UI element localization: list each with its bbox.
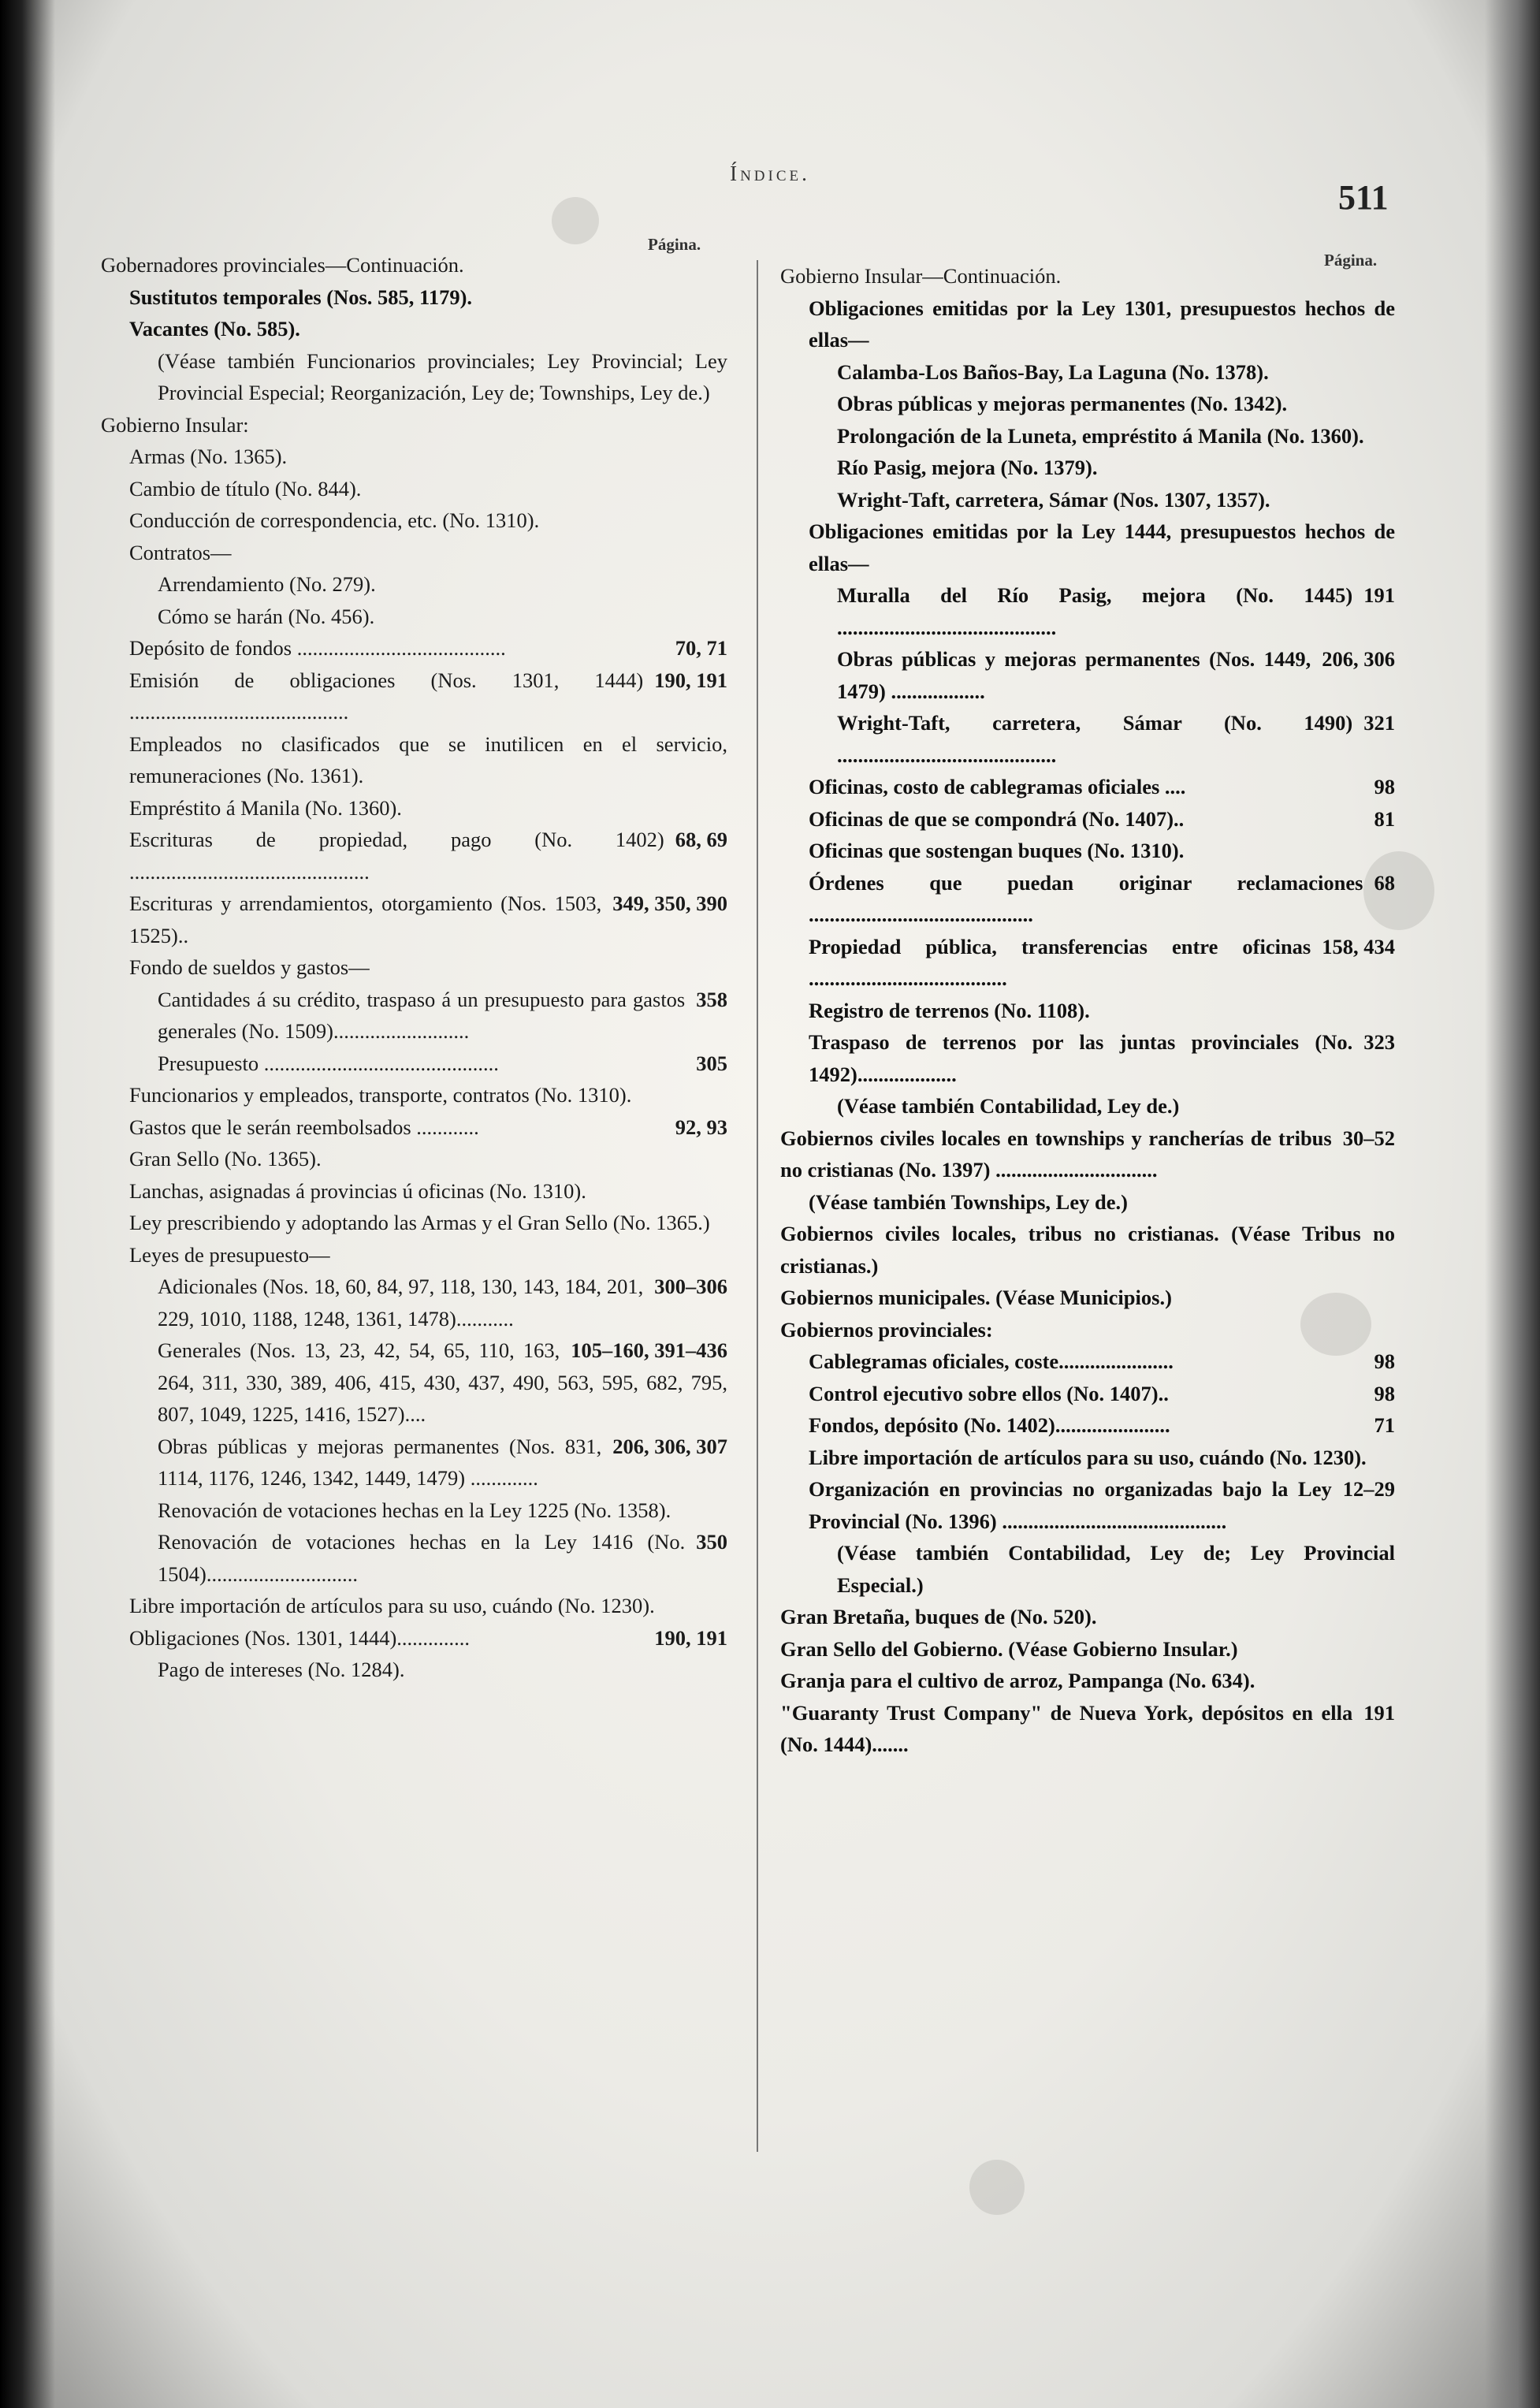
index-entry [101,345,727,409]
entry-text: (Véase también Contabilidad, Ley de; Ley Provincial Especial.) [837,1541,1395,1597]
entry-text: Sustitutos temporales (Nos. 585, 1179). [129,285,473,309]
entry-text: Registro de terrenos (No. 1108). [809,998,1090,1022]
entry-text: Obras públicas y mejoras permanentes (Nos. 831, 1114, 1176, 1246, 1342, 1449, 1479) ............. [158,1434,602,1490]
entry-text: "Guaranty Trust Company" de Nueva York, depósitos en ella (No. 1444)....... [780,1700,1353,1756]
index-entry [101,888,727,951]
index-entry [101,728,727,792]
smudge-mark [969,2160,1025,2215]
entry-text: Gobiernos municipales. (Véase Municipios.) [780,1286,1172,1309]
page-reference: 68, 69 [675,828,727,851]
page-reference: 98 [1374,775,1395,798]
index-entry [101,951,727,984]
index-entry [101,1334,727,1431]
index-entry [780,515,1395,579]
entry-text: Gobierno Insular: [101,412,249,437]
entry-text: Generales (Nos. 13, 23, 42, 54, 65, 110, 163, 264, 311, 330, 389, 406, 415, 430, 437, 490, 563, 595, 682, 795, 807, 1049, 1225, 1416, 1527).... [158,1338,727,1426]
entry-text: (Véase también Townships, Ley de.) [809,1189,1128,1214]
index-entry [780,1218,1395,1282]
index-entry [780,1665,1395,1697]
entry-text: Granja para el cultivo de arroz, Pampanga (No. 634). [780,1669,1255,1692]
index-entry [780,1473,1395,1537]
entry-text: Obras públicas y mejoras permanentes (Nos. 1449, 1479) .................. [837,647,1311,703]
entry-text: Armas (No. 1365). [129,445,288,468]
entry-text: Organización en provincias no organizadas bajo la Ley Provincial (No. 1396) ........................................... [809,1477,1332,1533]
page-reference: 323 [1363,1030,1395,1054]
entry-text: Cambio de título (No. 844). [129,476,362,501]
index-entry [101,1239,727,1271]
index-entry [780,484,1395,516]
entry-text: (Véase también Contabilidad, Ley de.) [837,1094,1180,1118]
entry-text: Gastos que le serán reembolsados ............ [129,1115,479,1139]
entry-text: Cablegramas oficiales, coste...................... [809,1349,1174,1373]
entry-text: Presupuesto ............................................. [158,1051,499,1075]
index-entry [780,260,1395,292]
index-entry [101,1111,727,1144]
page-reference: 190, 191 [654,668,727,692]
index-entry [780,1122,1395,1186]
entry-text: Contratos— [129,540,232,564]
index-entry [780,292,1395,356]
entry-text: Gobierno Insular—Continuación. [780,264,1062,288]
page-reference: 358 [696,987,727,1011]
index-entry [780,1601,1395,1633]
entry-text: Depósito de fondos ........................................ [129,636,506,660]
entry-text: Conducción de correspondencia, etc. (No. 1310). [129,508,540,532]
index-entry [780,1378,1395,1410]
entry-text: (Véase también Funcionarios provinciales; Ley Provincial; Ley Provincial Especial; Reorganización, Ley de; Townships, Ley de.) [158,348,727,404]
page-reference: 350 [696,1530,727,1554]
page-reference: 92, 93 [675,1115,727,1139]
entry-text: Gran Bretaña, buques de (No. 520). [780,1605,1097,1628]
page-reference: 191 [1363,583,1395,607]
page-edge-right [1485,0,1540,2408]
index-entry [780,835,1395,867]
page-reference: 71 [1374,1413,1395,1437]
running-head: Índice. [730,162,810,185]
index-entry [780,579,1395,643]
index-entry [780,1409,1395,1442]
index-entry [101,984,727,1048]
page-reference: 30–52 [1342,1126,1395,1150]
index-entry [780,1026,1395,1090]
page-reference: 12–29 [1342,1477,1395,1501]
index-entry [780,995,1395,1027]
entry-text: Traspaso de terrenos por las juntas provinciales (No. 1492)................... [809,1030,1353,1086]
index-entry [101,632,727,664]
index-entry [780,388,1395,420]
entry-text: Gran Sello (No. 1365). [129,1147,322,1171]
page-number: 511 [1338,178,1389,217]
entry-text: Vacantes (No. 585). [129,317,300,341]
index-entry [101,1526,727,1590]
entry-text: Wright-Taft, carretera, Sámar (No. 1490) .......................................... [837,711,1353,767]
entry-text: Renovación de votaciones hechas en la Ley 1416 (No. 1504)............................. [158,1530,686,1586]
index-entry [780,1633,1395,1666]
index-entry [101,601,727,633]
index-entry [101,1143,727,1175]
index-entry [780,771,1395,803]
page-reference: 191 [1363,1700,1395,1725]
index-entry [101,792,727,824]
entry-text: Oficinas de que se compondrá (No. 1407).. [809,806,1185,831]
index-entry [101,824,727,888]
index-entry [101,504,727,537]
page-reference: 68 [1374,870,1395,895]
index-entry [780,1442,1395,1474]
entry-text: Pago de intereses (No. 1284). [158,1658,405,1681]
smudge-mark [552,197,599,244]
entry-text: Gobiernos civiles locales, tribus no cristianas. (Véase Tribus no cristianas.) [780,1222,1395,1278]
entry-text: Gobiernos provinciales: [780,1317,993,1342]
entry-text: Muralla del Río Pasig, mejora (No. 1445) .......................................... [837,583,1353,639]
entry-text: Obligaciones (Nos. 1301, 1444).............. [129,1625,471,1650]
entry-text: Cómo se harán (No. 456). [158,604,375,628]
index-entry [780,867,1395,931]
entry-text: Fondos, depósito (No. 1402)...................... [809,1413,1170,1437]
entry-text: Oficinas que sostengan buques (No. 1310). [809,839,1185,862]
page-reference: 98 [1374,1349,1395,1373]
entry-text: Obras públicas y mejoras permanentes (No. 1342). [837,392,1288,415]
entry-text: Cantidades á su crédito, traspaso á un presupuesto para gastos generales (No. 1509).......................... [158,987,686,1043]
entry-text: Escrituras y arrendamientos, otorgamiento (Nos. 1503, 1525).. [129,891,602,947]
index-entry [101,249,727,281]
entry-text: Prolongación de la Luneta, empréstito á Manila (No. 1360). [837,423,1364,448]
entry-text: Renovación de votaciones hechas en la Ley 1225 (No. 1358). [158,1498,671,1522]
entry-text: Gobiernos civiles locales en townships y rancherías de tribus no cristianas (No. 1397) ............................... [780,1126,1332,1182]
index-entry [101,1207,727,1239]
page-reference: 321 [1363,711,1395,735]
index-column-left [101,249,727,1686]
index-entry [101,1175,727,1208]
entry-text: Calamba-Los Baños-Bay, La Laguna (No. 1378). [837,359,1269,384]
entry-text: Escrituras de propiedad, pago (No. 1402) .............................................. [129,828,664,884]
entry-text: Empleados no clasificados que se inutilicen en el servicio, remuneraciones (No. 1361). [129,731,727,787]
index-entry [780,1345,1395,1378]
index-entry [780,452,1395,484]
index-entry [101,281,727,314]
page-reference: 300–306 [654,1275,727,1298]
index-entry [101,1271,727,1334]
index-entry [101,1494,727,1527]
index-entry [780,707,1395,771]
index-entry [101,1431,727,1494]
entry-text: Emisión de obligaciones (Nos. 1301, 1444) .......................................... [129,668,644,724]
page-reference: 81 [1374,806,1395,831]
page-edge-left [0,0,55,2408]
entry-text: Gran Sello del Gobierno. (Véase Gobierno Insular.) [780,1636,1238,1661]
page-reference: 158, 434 [1322,934,1395,958]
entry-text: Lanchas, asignadas á provincias ú oficinas (No. 1310). [129,1178,586,1203]
index-entry [101,473,727,505]
index-entry [101,1048,727,1080]
page-reference: 206, 306, 307 [612,1434,727,1458]
index-entry [780,931,1395,995]
index-entry [780,1090,1395,1122]
column-divider [757,260,758,2152]
page-reference: 70, 71 [675,636,727,660]
index-entry [101,664,727,728]
index-entry [101,1079,727,1111]
index-entry [101,313,727,345]
entry-text: Arrendamiento (No. 279). [158,572,376,596]
entry-text: Oficinas, costo de cablegramas oficiales .... [809,775,1186,798]
index-entry [101,1654,727,1686]
entry-text: Órdenes que puedan originar reclamaciones ........................................... [809,870,1363,926]
entry-text: Control ejecutivo sobre ellos (No. 1407).. [809,1381,1169,1405]
index-entry [101,568,727,601]
page-reference: 190, 191 [654,1625,727,1650]
index-entry [780,803,1395,836]
entry-text: Fondo de sueldos y gastos— [129,955,370,979]
entry-text: Libre importación de artículos para su uso, cuándo (No. 1230). [129,1594,655,1617]
entry-text: Adicionales (Nos. 18, 60, 84, 97, 118, 130, 143, 184, 201, 229, 1010, 1188, 1248, 1361, 1478)........... [158,1275,644,1331]
pagina-label-right: Página. [1324,251,1378,270]
entry-text: Gobernadores provinciales—Continuación. [101,253,464,277]
page-reference: 105–160, 391–436 [571,1338,727,1362]
index-entry [101,1622,727,1654]
index-entry [780,1186,1395,1219]
index-entry [780,1314,1395,1346]
index-entry [780,420,1395,452]
page-reference: 349, 350, 390 [612,891,727,915]
entry-text: Leyes de presupuesto— [129,1242,330,1267]
entry-text: Empréstito á Manila (No. 1360). [129,795,402,820]
entry-text: Propiedad pública, transferencias entre oficinas ...................................... [809,934,1311,990]
entry-text: Obligaciones emitidas por la Ley 1444, presupuestos hechos de ellas— [809,519,1395,575]
index-entry [780,1697,1395,1761]
index-entry [101,409,727,441]
index-entry [101,537,727,569]
index-column-right [780,260,1395,1761]
entry-text: Obligaciones emitidas por la Ley 1301, presupuestos hechos de ellas— [809,296,1395,352]
index-entry [780,1282,1395,1314]
entry-text: Wright-Taft, carretera, Sámar (Nos. 1307, 1357). [837,487,1270,512]
entry-text: Funcionarios y empleados, transporte, contratos (No. 1310). [129,1083,632,1107]
page-reference: 98 [1374,1381,1395,1405]
index-entry [780,1537,1395,1601]
index-entry [101,441,727,473]
index-entry [101,1590,727,1622]
entry-text: Libre importación de artículos para su uso, cuándo (No. 1230). [809,1445,1367,1469]
index-entry [780,356,1395,389]
page-reference: 305 [696,1051,727,1075]
entry-text: Ley prescribiendo y adoptando las Armas y el Gran Sello (No. 1365.) [129,1211,710,1234]
pagina-label-left: Página. [648,235,701,254]
page-reference: 206, 306 [1322,647,1395,671]
index-entry [780,643,1395,707]
entry-text: Río Pasig, mejora (No. 1379). [837,456,1098,479]
